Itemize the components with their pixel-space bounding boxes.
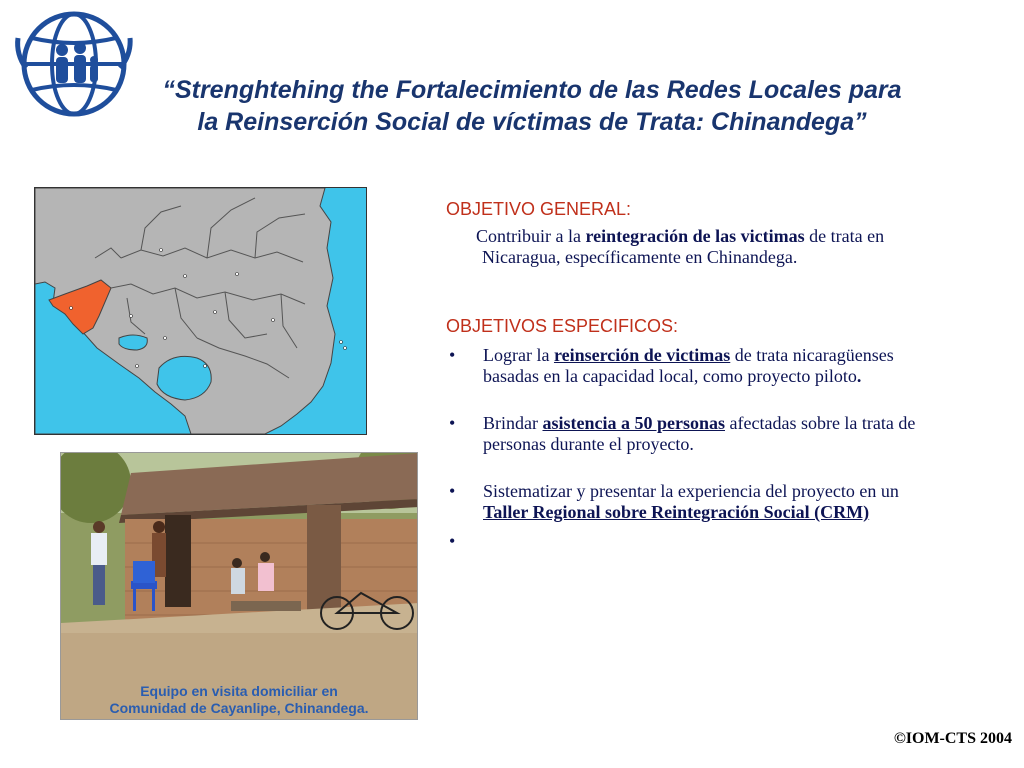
bullet-icon: •: [449, 413, 456, 433]
copyright-notice: ©IOM-CTS 2004: [893, 730, 1012, 747]
bullet-icon: •: [449, 531, 456, 551]
list-item: [446, 481, 946, 523]
general-objective-text-bold: reintegración de las victimas: [585, 226, 805, 246]
objectives-section: [446, 198, 946, 549]
list-item: [446, 345, 946, 387]
nicaragua-map: [34, 187, 367, 435]
item-text-before: Brindar: [483, 413, 543, 433]
bullet-icon: •: [449, 481, 456, 501]
field-visit-photo: [60, 452, 418, 720]
list-item: [446, 413, 946, 455]
item-text-before: Sistematizar y presentar la experiencia del proyecto en un: [483, 481, 899, 501]
specific-objectives-list: [446, 345, 946, 551]
specific-objectives-heading: OBJETIVOS ESPECIFICOS:: [446, 316, 679, 336]
item-highlight: asistencia a 50 personas: [542, 413, 725, 433]
item-text-before: Lograr la: [483, 345, 554, 365]
photo-caption-line-2: Comunidad de Cayanlipe, Chinandega.: [109, 700, 369, 716]
title-line-1: “Strenghtehing the Fortalecimiento de las Redes Locales para: [162, 76, 902, 104]
general-objective-text-after: de trata en Nicaragua, específicamente en Chinandega.: [482, 226, 885, 267]
general-objective-text: [476, 226, 946, 268]
item-end: .: [856, 366, 862, 386]
item-highlight: Taller Regional sobre Reintegración Social (CRM): [483, 502, 870, 522]
general-objective-heading: OBJETIVO GENERAL:: [446, 199, 632, 219]
photo-caption: [61, 683, 417, 719]
general-objective-text-before: Contribuir a la: [476, 226, 586, 246]
item-highlight: reinserción de victimas: [553, 345, 731, 365]
title-line-2: la Reinserción Social de víctimas de Trata: Chinandega”: [197, 108, 867, 136]
page-title: [82, 74, 982, 138]
item-text-after: de trata nicaragüenses basadas en la capacidad local, como proyecto piloto: [483, 345, 894, 386]
bullet-icon: •: [449, 345, 456, 365]
item-text-after: afectadas sobre la trata de personas durante el proyecto.: [483, 413, 916, 454]
photo-caption-line-1: Equipo en visita domiciliar en: [140, 683, 338, 699]
